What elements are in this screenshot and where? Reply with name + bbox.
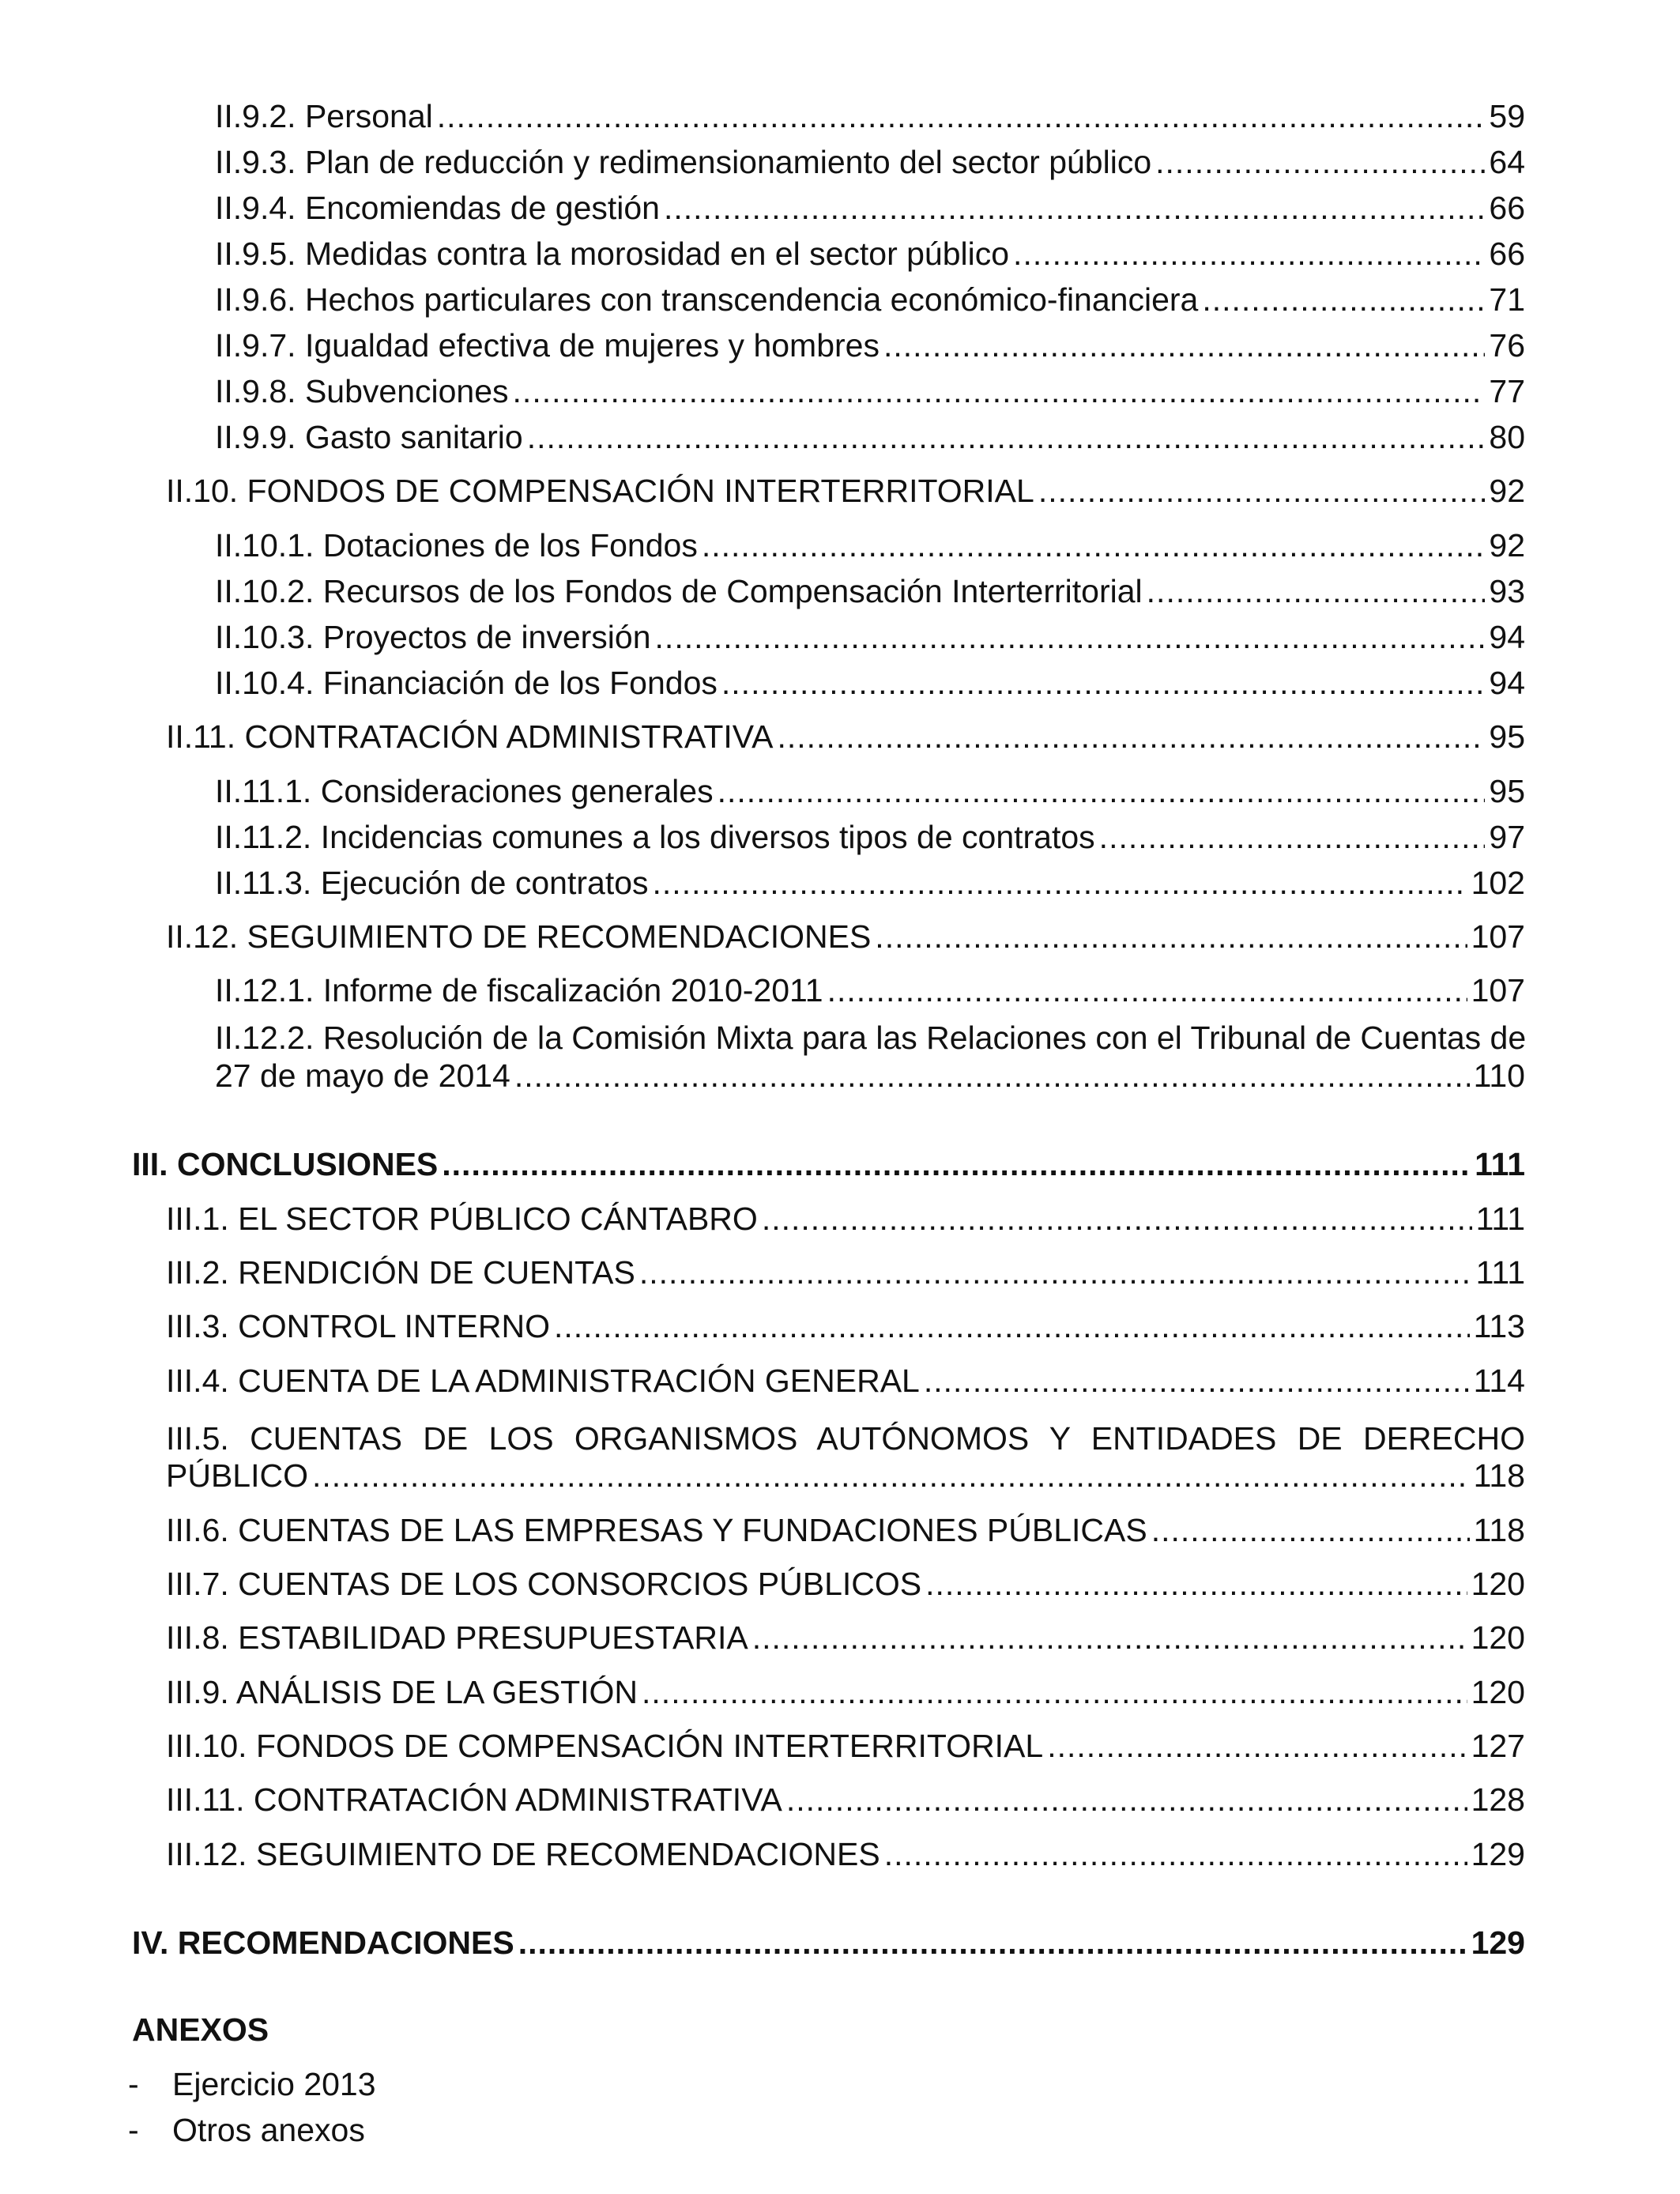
- toc-entry-title: II.11.1. Consideraciones generales: [215, 773, 714, 809]
- toc-entry-page: 107: [1471, 918, 1525, 955]
- toc-entry-title: II.9.6. Hechos particulares con transcendencia económico-financiera: [215, 281, 1199, 318]
- toc-entry-page: 118: [1473, 1457, 1525, 1494]
- toc-entry-page: 111: [1475, 1146, 1525, 1182]
- toc-entry-title: III. CONCLUSIONES: [132, 1146, 439, 1182]
- toc-entry[interactable]: [215, 280, 1525, 319]
- anexo-label: Otros anexos: [172, 2112, 365, 2148]
- toc-entry-page: 107: [1471, 972, 1525, 1008]
- toc-entry-title: IV. RECOMENDACIONES: [132, 1924, 514, 1961]
- toc-entry-title: III.4. CUENTA DE LA ADMINISTRACIÓN GENERAL: [166, 1363, 920, 1399]
- toc-entry-page: 92: [1489, 527, 1525, 564]
- anexos-heading: ANEXOS: [132, 2011, 269, 2048]
- dot-leader: [642, 1672, 1467, 1712]
- toc-entry-title: II.9.5. Medidas contra la morosidad en el sector público: [215, 236, 1010, 272]
- dot-leader: [925, 1564, 1467, 1604]
- toc-entry-page: 114: [1473, 1363, 1525, 1399]
- toc-entry-title: II.12. SEGUIMIENTO DE RECOMENDACIONES: [166, 918, 872, 955]
- toc-entry[interactable]: [215, 326, 1525, 365]
- toc-entry-title: III.3. CONTROL INTERNO: [166, 1308, 550, 1344]
- toc-entry[interactable]: [215, 371, 1525, 411]
- toc-section-entry[interactable]: [166, 1672, 1525, 1712]
- toc-entry-title: II.11. CONTRATACIÓN ADMINISTRATIVA: [166, 718, 774, 755]
- toc-entry-page: 71: [1489, 281, 1525, 318]
- toc-entry-page: 92: [1489, 473, 1525, 509]
- toc-entry-title: II.11.2. Incidencias comunes a los diversos tipos de contratos: [215, 819, 1095, 855]
- toc-entry-title-line1[interactable]: II.12.2. Resolución de la Comisión Mixta para las Relaciones con el Tribunal de Cuentas de: [215, 1020, 1527, 1056]
- toc-entry-page: 94: [1489, 619, 1525, 655]
- toc-entry[interactable]: [215, 817, 1525, 857]
- toc-entry-title: II.9.9. Gasto sanitario: [215, 419, 523, 455]
- toc-entry[interactable]: [215, 526, 1525, 565]
- toc-entry-title: PÚBLICO: [166, 1457, 308, 1494]
- toc-chapter-entry[interactable]: [132, 1144, 1525, 1184]
- toc-entry-page: 111: [1475, 1201, 1525, 1237]
- dot-leader: [1155, 142, 1485, 182]
- toc-entry-page: 59: [1489, 98, 1525, 134]
- dot-leader: [513, 371, 1486, 411]
- toc-entry-page: 76: [1489, 327, 1525, 364]
- toc-entry[interactable]: [215, 863, 1525, 903]
- toc-entry[interactable]: [215, 1056, 1525, 1095]
- toc-entry[interactable]: [215, 188, 1525, 228]
- anexo-item[interactable]: [128, 2064, 376, 2104]
- dot-leader: [924, 1361, 1470, 1400]
- dot-leader: [752, 1618, 1467, 1657]
- toc-entry-title: II.9.8. Subvenciones: [215, 373, 509, 409]
- toc-entry-page: 118: [1473, 1512, 1525, 1548]
- toc-entry-title: 27 de mayo de 2014: [215, 1057, 510, 1094]
- dot-leader: [702, 526, 1486, 565]
- toc-entry-title: II.9.2. Personal: [215, 98, 433, 134]
- toc-entry-page: 113: [1473, 1308, 1525, 1344]
- toc-entry-page: 95: [1489, 718, 1525, 755]
- toc-entry-page: 66: [1489, 190, 1525, 226]
- toc-entry-title: II.11.3. Ejecución de contratos: [215, 865, 649, 901]
- toc-entry[interactable]: [215, 571, 1525, 611]
- toc-entry-title: II.10.2. Recursos de los Fondos de Compensación Interterritorial: [215, 573, 1143, 609]
- toc-section-entry[interactable]: [166, 1456, 1525, 1495]
- toc-entry-page: 97: [1489, 819, 1525, 855]
- toc-section-entry[interactable]: [166, 1618, 1525, 1657]
- dot-leader: [718, 771, 1486, 811]
- toc-entry-page: 120: [1471, 1566, 1525, 1602]
- toc-section-entry[interactable]: [166, 917, 1525, 956]
- dot-leader: [1047, 1726, 1467, 1766]
- toc-entry-title: II.9.7. Igualdad efectiva de mujeres y hombres: [215, 327, 880, 364]
- toc-entry-title: II.10.3. Proyectos de inversión: [215, 619, 651, 655]
- toc-entry-title: III.8. ESTABILIDAD PRESUPUESTARIA: [166, 1619, 748, 1656]
- toc-section-entry[interactable]: [166, 1199, 1525, 1238]
- toc-entry-page: 120: [1471, 1619, 1525, 1656]
- toc-entry[interactable]: [215, 142, 1525, 182]
- toc-entry-page: 128: [1471, 1781, 1525, 1818]
- dot-leader: [1099, 817, 1486, 857]
- toc-entry-title: III.7. CUENTAS DE LOS CONSORCIOS PÚBLICOS: [166, 1566, 922, 1602]
- toc-entry-title-line1[interactable]: III.5. CUENTAS DE LOS ORGANISMOS AUTÓNOMOS Y ENTIDADES DE DERECHO: [166, 1420, 1525, 1457]
- toc-entry-page: 80: [1489, 419, 1525, 455]
- toc-section-entry[interactable]: [166, 471, 1525, 511]
- anexo-label: Ejercicio 2013: [172, 2066, 376, 2102]
- toc-entry-title: III.12. SEGUIMIENTO DE RECOMENDACIONES: [166, 1836, 880, 1872]
- list-dash: -: [128, 2066, 139, 2102]
- toc-entry-page: 94: [1489, 665, 1525, 701]
- toc-entry[interactable]: [215, 663, 1525, 703]
- toc-entry[interactable]: [215, 234, 1525, 273]
- toc-entry-title: II.10. FONDOS DE COMPENSACIÓN INTERTERRITORIAL: [166, 473, 1034, 509]
- list-dash: -: [128, 2112, 139, 2148]
- toc-entry-page: 127: [1471, 1728, 1525, 1764]
- dot-leader: [442, 1144, 1471, 1184]
- toc-section-entry[interactable]: [166, 1510, 1525, 1550]
- toc-entry-page: 129: [1471, 1924, 1525, 1961]
- dot-leader: [664, 188, 1485, 228]
- dot-leader: [639, 1253, 1472, 1292]
- toc-entry[interactable]: [215, 96, 1525, 136]
- toc-entry-page: 93: [1489, 573, 1525, 609]
- toc-entry-page: 110: [1473, 1057, 1525, 1094]
- dot-leader: [883, 326, 1485, 365]
- toc-entry-title: II.10.1. Dotaciones de los Fondos: [215, 527, 698, 564]
- dot-leader: [777, 717, 1485, 756]
- toc-section-entry[interactable]: [166, 1253, 1525, 1292]
- toc-section-entry[interactable]: [166, 717, 1525, 756]
- toc-entry-page: 77: [1489, 373, 1525, 409]
- toc-entry-page: 129: [1471, 1836, 1525, 1872]
- toc-section-entry[interactable]: [166, 1726, 1525, 1766]
- dot-leader: [655, 617, 1486, 657]
- toc-entry-title: III.1. EL SECTOR PÚBLICO CÁNTABRO: [166, 1201, 758, 1237]
- dot-leader: [653, 863, 1467, 903]
- dot-leader: [527, 417, 1486, 457]
- toc-entry-page: 120: [1471, 1674, 1525, 1710]
- toc-section-entry[interactable]: [166, 1306, 1525, 1346]
- toc-entry[interactable]: [215, 417, 1525, 457]
- dot-leader: [312, 1456, 1470, 1495]
- toc-entry[interactable]: [215, 971, 1525, 1010]
- toc-entry-page: 102: [1471, 865, 1525, 901]
- dot-leader: [827, 971, 1467, 1010]
- toc-chapter-entry[interactable]: [132, 1923, 1525, 1962]
- dot-leader: [554, 1306, 1470, 1346]
- dot-leader: [875, 917, 1467, 956]
- toc-entry-title: II.9.4. Encomiendas de gestión: [215, 190, 660, 226]
- dot-leader: [1202, 280, 1485, 319]
- toc-section-entry[interactable]: [166, 1780, 1525, 1819]
- anexo-item[interactable]: [128, 2110, 365, 2150]
- toc-entry-title: II.10.4. Financiación de los Fondos: [215, 665, 718, 701]
- toc-entry-page: 66: [1489, 236, 1525, 272]
- toc-section-entry[interactable]: [166, 1361, 1525, 1400]
- dot-leader: [437, 96, 1486, 136]
- toc-entry-title: III.2. RENDICIÓN DE CUENTAS: [166, 1254, 635, 1291]
- dot-leader: [1147, 571, 1486, 611]
- dot-leader: [1151, 1510, 1470, 1550]
- toc-entry-title: III.9. ANÁLISIS DE LA GESTIÓN: [166, 1674, 638, 1710]
- toc-entry-title: II.12.1. Informe de fiscalización 2010-2011: [215, 972, 823, 1008]
- toc-section-entry[interactable]: [166, 1834, 1525, 1874]
- toc-section-entry[interactable]: [166, 1564, 1525, 1604]
- dot-leader: [884, 1834, 1467, 1874]
- dot-leader: [1013, 234, 1485, 273]
- dot-leader: [1038, 471, 1486, 511]
- toc-entry-page: 95: [1489, 773, 1525, 809]
- toc-entry-title: III.6. CUENTAS DE LAS EMPRESAS Y FUNDACIONES PÚBLICAS: [166, 1512, 1147, 1548]
- dot-leader: [518, 1923, 1467, 1962]
- dot-leader: [762, 1199, 1472, 1238]
- dot-leader: [721, 663, 1486, 703]
- toc-entry-page: 111: [1475, 1254, 1525, 1291]
- toc-entry-page: 64: [1489, 144, 1525, 180]
- toc-entry[interactable]: [215, 617, 1525, 657]
- dot-leader: [514, 1056, 1470, 1095]
- toc-entry-title: III.11. CONTRATACIÓN ADMINISTRATIVA: [166, 1781, 782, 1818]
- toc-entry[interactable]: [215, 771, 1525, 811]
- dot-leader: [786, 1780, 1467, 1819]
- toc-entry-title: II.9.3. Plan de reducción y redimensionamiento del sector público: [215, 144, 1152, 180]
- toc-entry-title: III.10. FONDOS DE COMPENSACIÓN INTERTERRITORIAL: [166, 1728, 1044, 1764]
